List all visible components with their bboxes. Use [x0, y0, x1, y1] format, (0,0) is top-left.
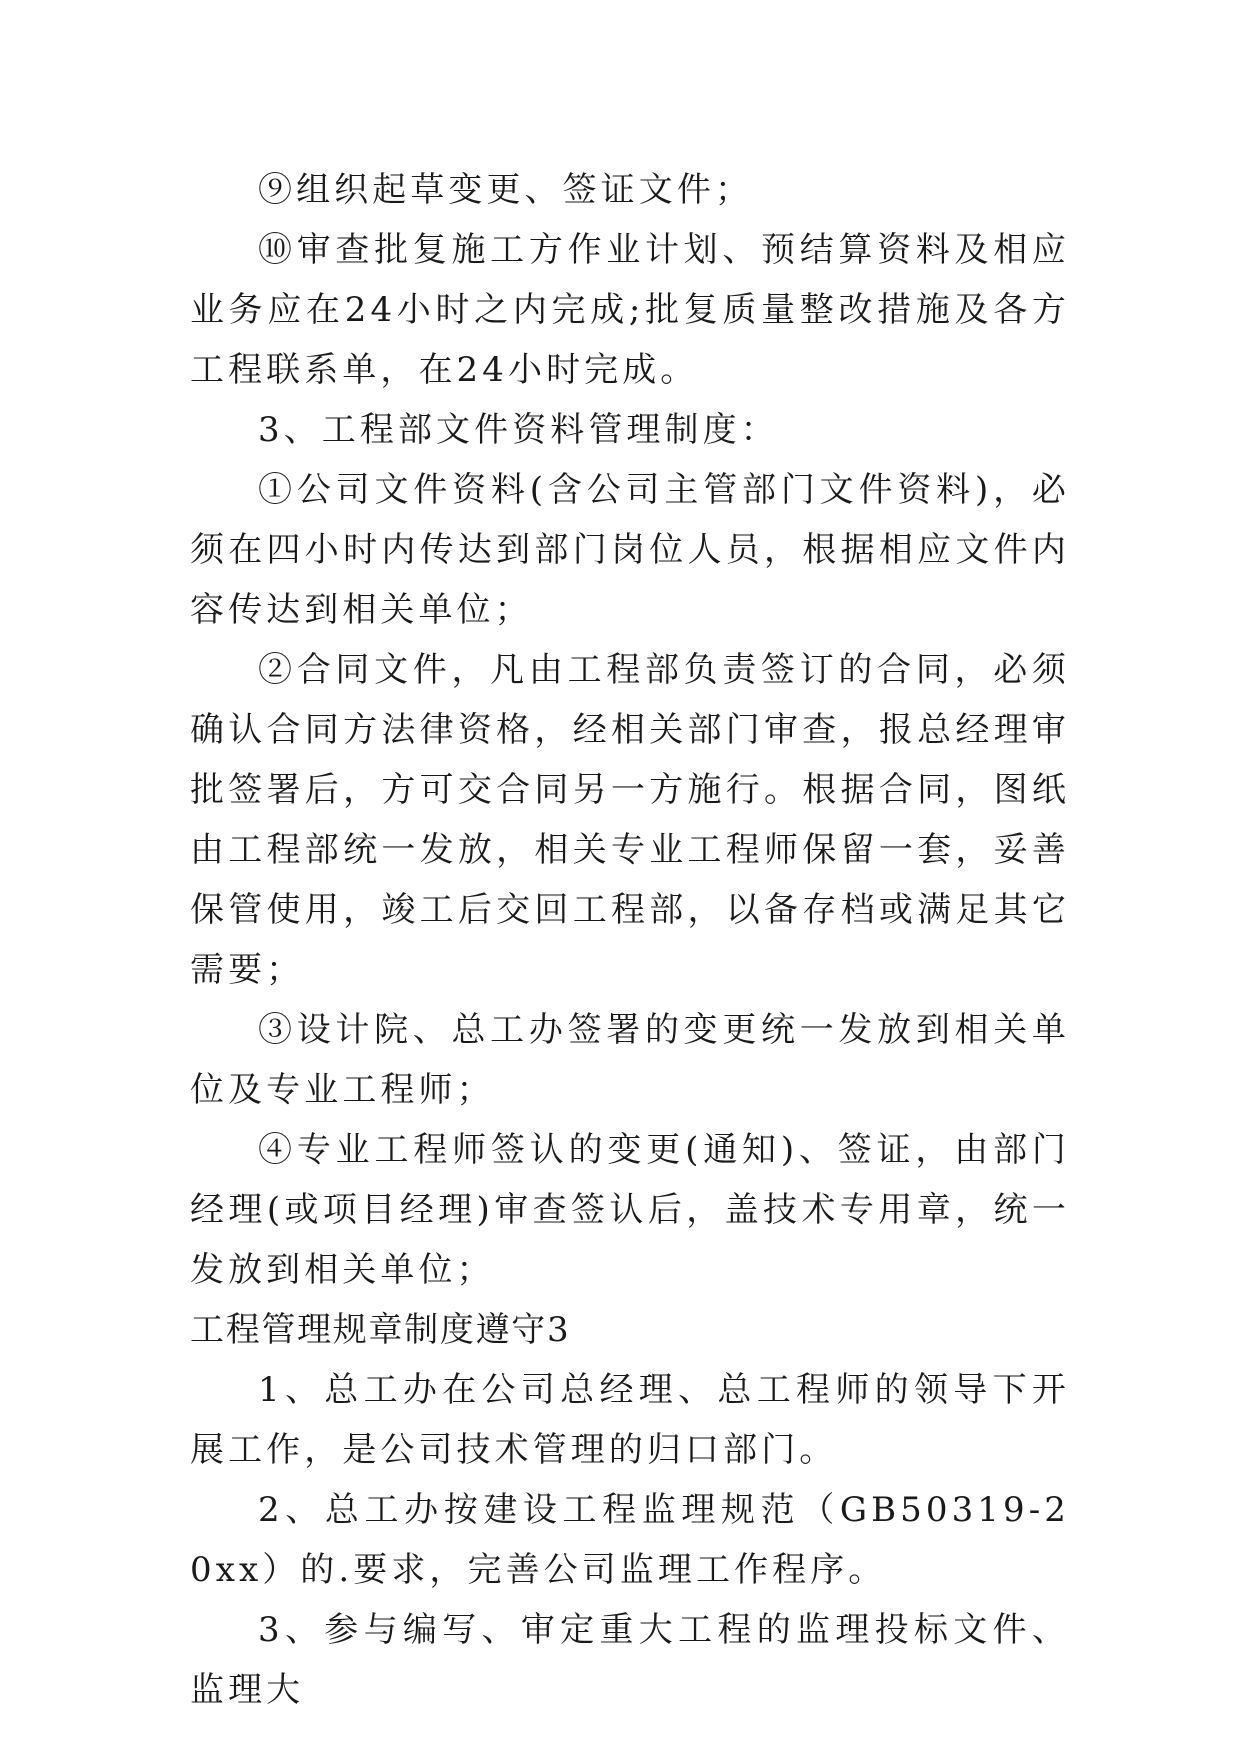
paragraph: ①公司文件资料(含公司主管部门文件资料)，必须在四小时内传达到部门岗位人员，根据相应文件内容传达到相关单位；: [190, 470, 1070, 630]
paragraph: 2、总工办按建设工程监理规范（GB50319-20xx）的.要求，完善公司监理工作程序。: [190, 1490, 1070, 1590]
paragraph: ④专业工程师签认的变更(通知)、签证，由部门经理(或项目经理)审查签认后，盖技术专用章，统一发放到相关单位；: [190, 1130, 1070, 1290]
paragraph: ⑨组织起草变更、签证文件；: [258, 170, 754, 210]
paragraph: 3、参与编写、审定重大工程的监理投标文件、监理大: [190, 1610, 1070, 1710]
paragraph: 1、总工办在公司总经理、总工程师的领导下开展工作，是公司技术管理的归口部门。: [190, 1370, 1070, 1470]
paragraph: ③设计院、总工办签署的变更统一发放到相关单位及专业工程师；: [190, 1010, 1070, 1110]
document-body: [190, 160, 1070, 1720]
paragraph: 3、工程部文件资料管理制度：: [258, 410, 779, 450]
section-title: 工程管理规章制度遵守3: [190, 1310, 571, 1350]
paragraph: ②合同文件，凡由工程部负责签订的合同，必须确认合同方法律资格，经相关部门审查，报总经理审批签署后，方可交合同另一方施行。根据合同，图纸由工程部统一发放，相关专业工程师保留一套，妥善保管使用，竣工后交回工程部，以备存档或满足其它需要；: [190, 650, 1070, 990]
paragraph: ⑩审查批复施工方作业计划、预结算资料及相应业务应在24小时之内完成;批复质量整改措施及各方工程联系单，在24小时完成。: [190, 230, 1070, 390]
